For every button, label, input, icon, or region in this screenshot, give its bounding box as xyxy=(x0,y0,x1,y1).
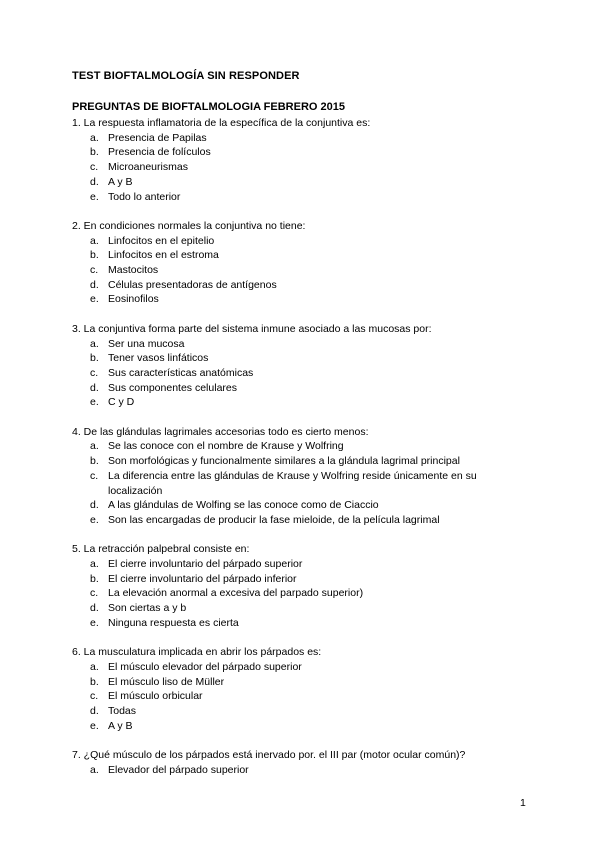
question-text: 1. La respuesta inflamatoria de la específica de la conjuntiva es: xyxy=(72,117,371,129)
option-text: La elevación anormal a excesiva del parpado superior) xyxy=(108,587,364,600)
option-list xyxy=(72,660,532,734)
option-text: Microaneurismas xyxy=(108,161,188,174)
option-letter: c. xyxy=(90,587,99,600)
option-text: Eosinofilos xyxy=(108,293,159,306)
option-letter: c. xyxy=(90,690,99,703)
option-list xyxy=(72,234,532,308)
option-item xyxy=(72,160,532,175)
option-item xyxy=(72,675,532,690)
option-letter: a. xyxy=(90,763,99,776)
option-text: El músculo liso de Müller xyxy=(108,675,225,688)
question-text: 7. ¿Qué músculo de los párpados está inervado por. el III par (motor ocular común)? xyxy=(72,749,466,762)
question-text: 3. La conjuntiva forma parte del sistema inmune asociado a las mucosas por: xyxy=(72,322,432,335)
option-text: Tener vasos linfáticos xyxy=(108,352,209,365)
option-letter: d. xyxy=(90,602,99,615)
option-text: A las glándulas de Wolfing se las conoce como de Ciaccio xyxy=(108,499,379,512)
option-text: A y B xyxy=(108,719,133,732)
option-letter: e. xyxy=(90,719,99,732)
option-letter: d. xyxy=(90,175,99,188)
option-letter: a. xyxy=(90,234,99,247)
option-item xyxy=(72,689,532,704)
question-3 xyxy=(72,322,532,410)
option-text: Presencia de folículos xyxy=(108,146,211,159)
option-text: Sus componentes celulares xyxy=(108,381,237,394)
option-letter: e. xyxy=(90,616,99,629)
option-letter: d. xyxy=(90,705,99,718)
option-list xyxy=(72,557,532,631)
option-text: El cierre involuntario del párpado inferior xyxy=(108,572,297,585)
option-letter: b. xyxy=(90,352,99,365)
page-number: 1 xyxy=(520,797,526,809)
option-text: Todo lo anterior xyxy=(108,190,181,203)
option-item xyxy=(72,763,532,778)
option-letter: b. xyxy=(90,675,99,688)
question-text: 4. De las glándulas lagrimales accesorias todo es cierto menos: xyxy=(72,425,369,438)
option-item xyxy=(72,145,532,160)
option-text: El músculo elevador del párpado superior xyxy=(108,660,302,673)
option-text: A y B xyxy=(108,175,133,188)
option-text: El cierre involuntario del párpado superior xyxy=(108,558,303,571)
option-item xyxy=(72,660,532,675)
option-item xyxy=(72,704,532,719)
option-letter: a. xyxy=(90,131,99,144)
option-letter: e. xyxy=(90,513,99,526)
option-text: Células presentadoras de antígenos xyxy=(108,278,277,291)
option-item xyxy=(72,395,532,410)
option-item xyxy=(72,381,532,396)
option-item xyxy=(72,439,532,454)
option-item xyxy=(72,234,532,249)
option-item xyxy=(72,131,532,146)
option-letter: e. xyxy=(90,190,99,203)
question-4 xyxy=(72,425,532,528)
option-text: Ninguna respuesta es cierta xyxy=(108,616,239,629)
option-item xyxy=(72,351,532,366)
question-text: 2. En condiciones normales la conjuntiva no tiene: xyxy=(72,219,306,232)
option-letter: a. xyxy=(90,660,99,673)
option-text: Son morfológicas y funcionalmente similares a la glándula lagrimal principal xyxy=(108,455,460,468)
option-item xyxy=(72,278,532,293)
option-item xyxy=(72,454,532,469)
option-list xyxy=(72,131,532,205)
option-text: Son ciertas a y b xyxy=(108,602,187,615)
option-letter: d. xyxy=(90,381,99,394)
option-item xyxy=(72,469,532,498)
option-item xyxy=(72,263,532,278)
option-letter: b. xyxy=(90,146,99,159)
option-letter: c. xyxy=(90,161,99,174)
option-letter: b. xyxy=(90,572,99,585)
option-letter: a. xyxy=(90,440,99,453)
option-text: Sus características anatómicas xyxy=(108,366,254,379)
option-item xyxy=(72,498,532,513)
option-item xyxy=(72,337,532,352)
section-title: PREGUNTAS DE BIOFTALMOLOGIA FEBRERO 2015 xyxy=(72,101,345,113)
option-list xyxy=(72,337,532,411)
option-text: El músculo orbicular xyxy=(108,690,203,703)
option-text: C y D xyxy=(108,396,135,409)
document-title: TEST BIOFTALMOLOGÍA SIN RESPONDER xyxy=(72,70,300,82)
option-letter: a. xyxy=(90,337,99,350)
option-text: Todas xyxy=(108,705,137,718)
question-list xyxy=(72,116,532,792)
question-2 xyxy=(72,219,532,307)
option-letter: a. xyxy=(90,558,99,571)
option-letter: b. xyxy=(90,249,99,262)
option-item xyxy=(72,719,532,734)
option-text: Se las conoce con el nombre de Krause y Wolfring xyxy=(108,440,344,453)
option-item xyxy=(72,586,532,601)
option-item xyxy=(72,557,532,572)
question-1 xyxy=(72,116,532,204)
option-item xyxy=(72,513,532,528)
question-5 xyxy=(72,542,532,630)
option-item xyxy=(72,248,532,263)
question-text: 6. La musculatura implicada en abrir los párpados es: xyxy=(72,646,322,659)
option-letter: e. xyxy=(90,396,99,409)
option-text: La diferencia entre las glándulas de Krause y Wolfring reside únicamente en su localización xyxy=(108,469,477,497)
option-text: Elevador del párpado superior xyxy=(108,763,249,776)
option-letter: d. xyxy=(90,499,99,512)
option-list xyxy=(72,763,532,778)
question-7 xyxy=(72,748,532,777)
option-item xyxy=(72,292,532,307)
option-list xyxy=(72,439,532,527)
option-item xyxy=(72,601,532,616)
question-text: 5. La retracción palpebral consiste en: xyxy=(72,543,250,556)
option-letter: e. xyxy=(90,293,99,306)
option-item xyxy=(72,616,532,631)
option-text: Mastocitos xyxy=(108,264,159,277)
option-letter: c. xyxy=(90,366,99,379)
question-6 xyxy=(72,645,532,733)
option-item xyxy=(72,175,532,190)
option-item xyxy=(72,572,532,587)
option-text: Linfocitos en el estroma xyxy=(108,249,219,262)
option-text: Linfocitos en el epitelio xyxy=(108,234,215,247)
option-letter: c. xyxy=(90,264,99,277)
option-letter: c. xyxy=(90,469,99,482)
option-letter: d. xyxy=(90,278,99,291)
option-text: Ser una mucosa xyxy=(108,337,185,350)
option-letter: b. xyxy=(90,455,99,468)
option-text: Presencia de Papilas xyxy=(108,131,207,144)
option-text: Son las encargadas de producir la fase mieloide, de la película lagrimal xyxy=(108,513,440,526)
option-item xyxy=(72,190,532,205)
option-item xyxy=(72,366,532,381)
